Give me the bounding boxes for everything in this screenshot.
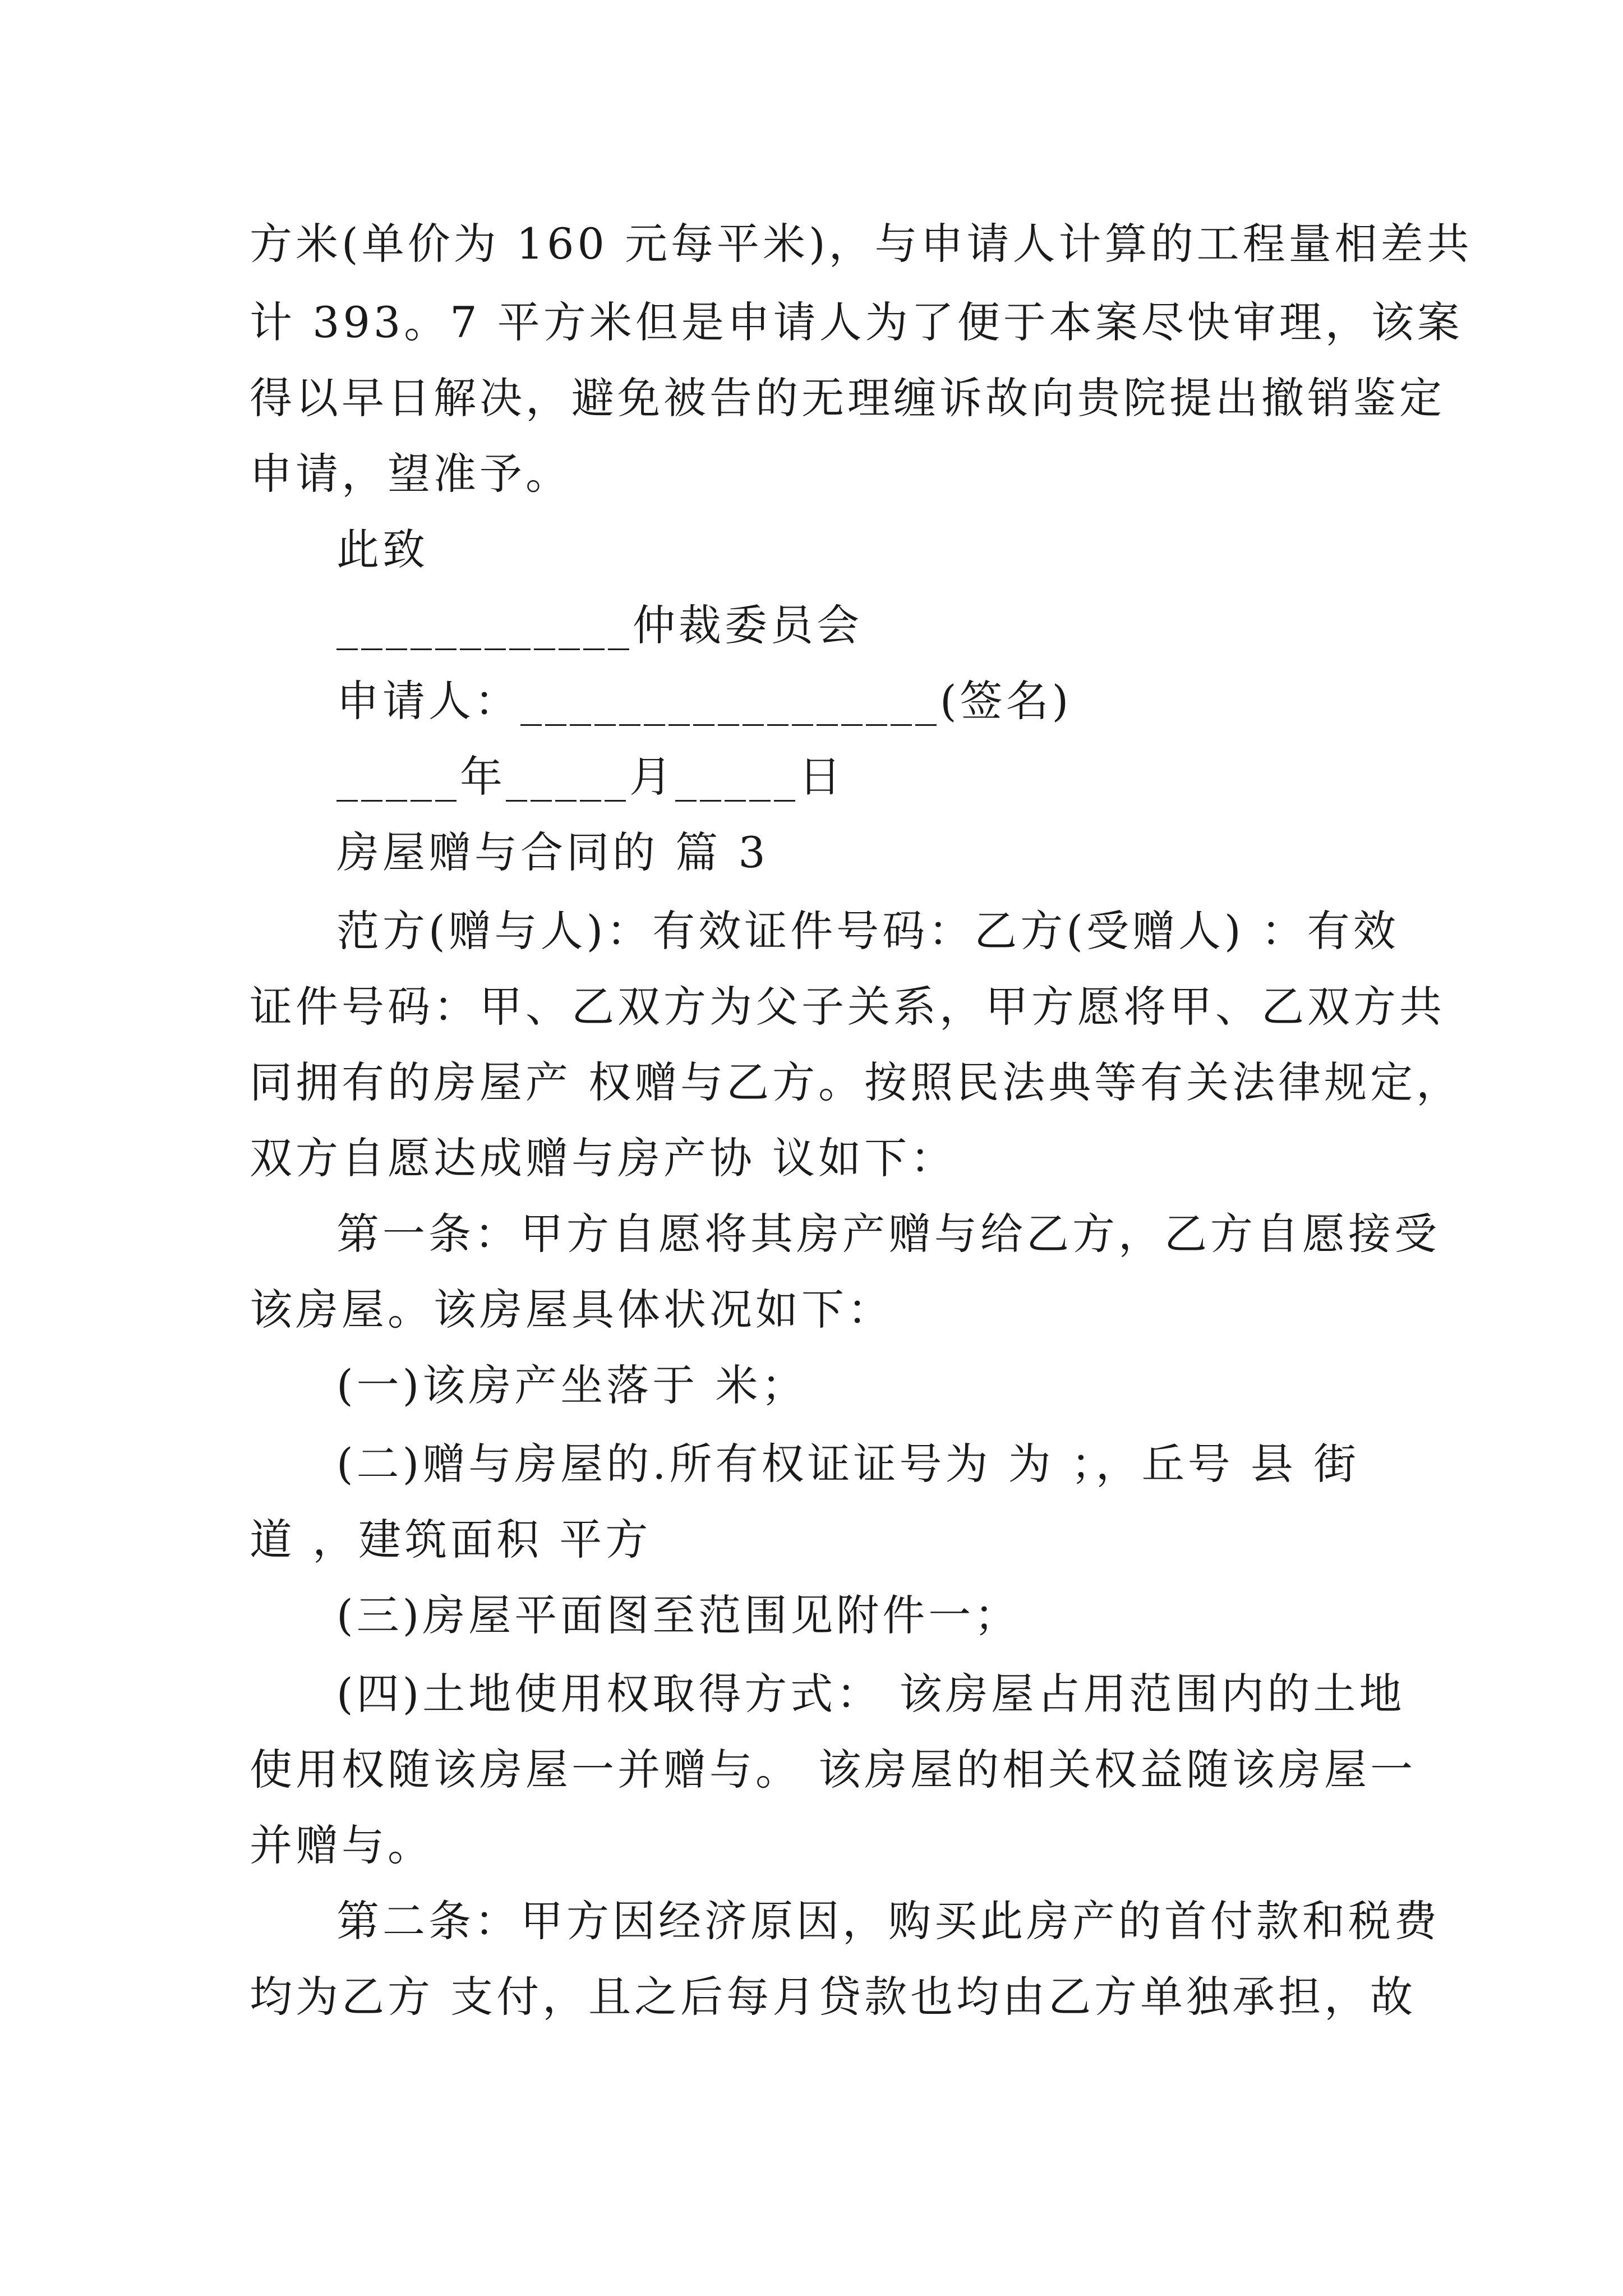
paragraph-line: 计 393。7 平方米但是申请人为了便于本案尽快审理，该案 — [250, 297, 1463, 347]
paragraph-line: 使用权随该房屋一并赠与。 该房屋的相关权益随该房屋一 — [250, 1745, 1417, 1795]
paragraph-line: 第一条：甲方自愿将其房产赠与给乙方，乙方自愿接受 — [336, 1209, 1440, 1259]
section-title: 房屋赠与合同的 篇 3 — [336, 827, 769, 877]
paragraph-line: 同拥有的房屋产 权赠与乙方。按照民法典等有关法律规定， — [250, 1057, 1463, 1107]
paragraph-line: 方米(单价为 160 元每平米)，与申请人计算的工程量相差共 — [250, 219, 1473, 269]
paragraph-line: 得以早日解决，避免被告的无理缠诉故向贵院提出撤销鉴定 — [250, 373, 1445, 423]
paragraph-line: 范方(赠与人)：有效证件号码：乙方(受赠人) ：有效 — [336, 906, 1399, 956]
paragraph-line: 申请，望准予。 — [250, 449, 571, 499]
paragraph-line: 证件号码：甲、乙双方为父子关系，甲方愿将甲、乙双方共 — [250, 982, 1445, 1032]
list-item: (四)土地使用权取得方式： 该房屋占用范围内的土地 — [336, 1669, 1405, 1719]
list-item: (一)该房产坐落于 米； — [336, 1360, 808, 1410]
paragraph-line: 道 ，建筑面积 平方 — [250, 1515, 652, 1565]
paragraph-line: 均为乙方 支付，且之后每月贷款也均由乙方单独承担，故 — [250, 1972, 1417, 2022]
recipient-line: ____________仲裁委员会 — [336, 600, 863, 650]
list-item: (三)房屋平面图至范围见附件一； — [336, 1590, 1021, 1640]
paragraph-line: 双方自愿达成赠与房产协 议如下： — [250, 1133, 957, 1183]
salutation: 此致 — [336, 524, 428, 574]
list-item: (二)赠与房屋的.所有权证证号为 为 ；，丘号 县 街 — [336, 1439, 1360, 1489]
applicant-signature-line: 申请人：_________________(签名) — [336, 676, 1072, 726]
date-line: _____年_____月_____日 — [336, 752, 845, 802]
paragraph-line: 第二条：甲方因经济原因，购买此房产的首付款和税费 — [336, 1896, 1440, 1946]
paragraph-line: 该房屋。该房屋具体状况如下： — [250, 1285, 893, 1335]
paragraph-line: 并赠与。 — [250, 1820, 434, 1870]
